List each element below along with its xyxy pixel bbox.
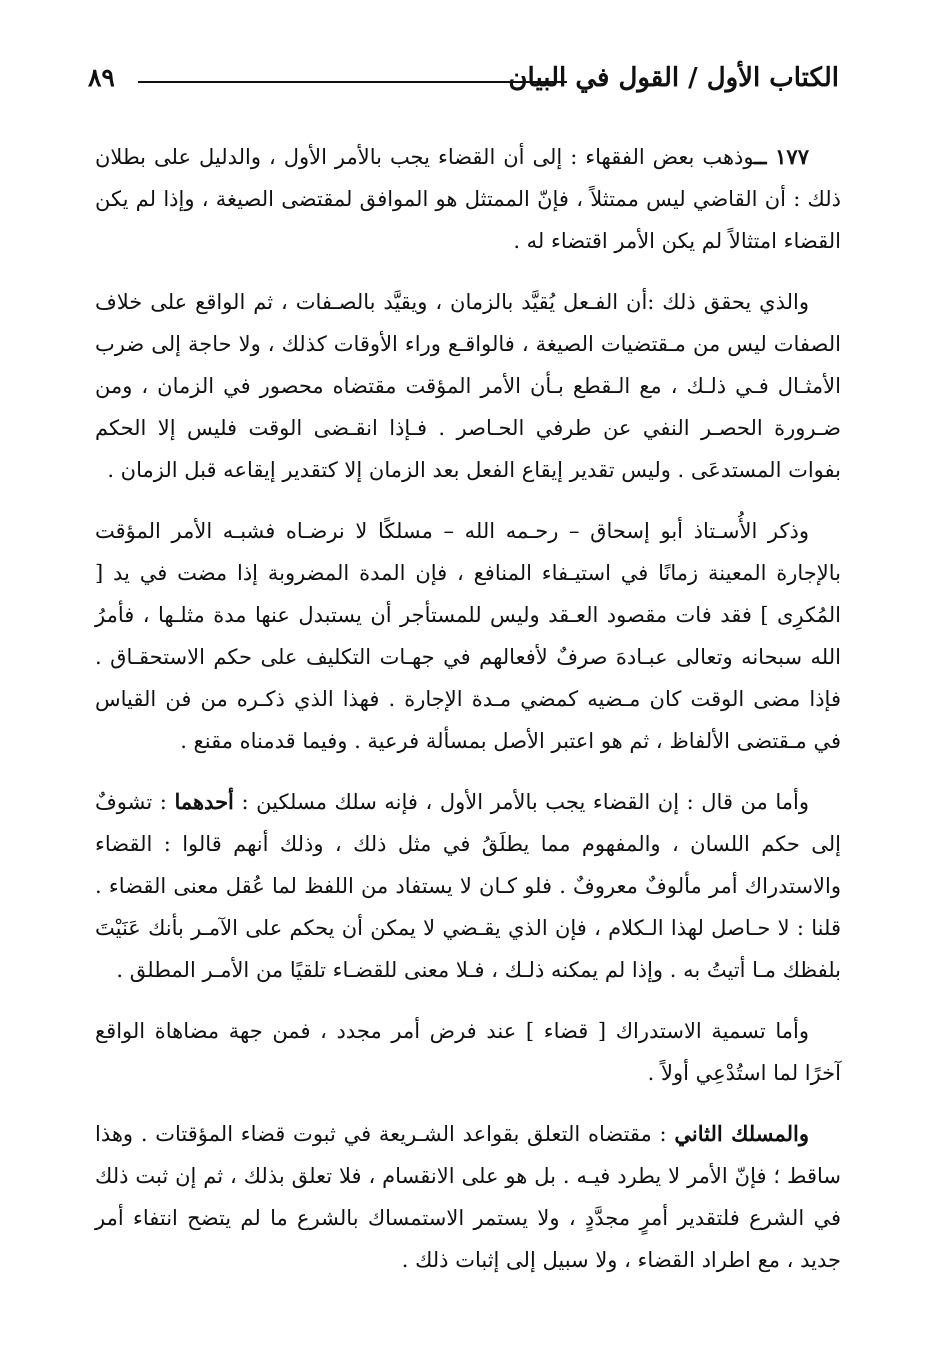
paragraph-text: وذكر الأُسـتاذ أبو إسحاق – رحـمه الله – مسلكًا لا نرضـاه فشبـه الأمر المؤقت بالإجارة المعينة زمانًا في استيـفاء المنافع ، فإن المدة المضروبة إذا مضت في يد [ المُكرِى ] فقد فات مقصود العـقد وليس للمستأجر أن يستبدل عنها مدة مثلـها ، فأمرُ الله سبحانه وتعالى عبـادهَ صرفٌ لأفعالهم في جهـات التكليف على حكم الاستحقـاق . فإذا مضى الوقت كان مـضيه كمضي مـدة الإجارة . فهذا الذي ذكـره من فن القياس في مـقتضى الألفاظ ، ثم هو اعتبر الأصل بمسألة فرعية . وفيما قدمناه مقنع . (95, 519, 841, 753)
paragraph-3 (95, 510, 841, 762)
paragraph-1 (95, 136, 841, 262)
page-number: ٨٩ (88, 63, 115, 92)
header-title: الكتاب الأول / القول في البيان (508, 63, 839, 93)
paragraph-4 (95, 781, 841, 991)
header-rule (138, 81, 567, 83)
paragraph-text: : مقتضاه التعلق بقواعد الشـريعة في ثبوت قضاء المؤقتات . وهذا ساقط ؛ فإنّ الأمر لا يطرد فيـه . بل هو على الانقسام ، فلا تعلق بذلك ، ثم إن ثبت ذلك في الشرع فلتقدير أمرٍ مجدَّدٍ ، ولا يستمر الاستمساك بالشرع ما لم يتضح انتفاء أمر جديد ، مع اطراد القضاء ، ولا سبيل إلى إثبات ذلك . (95, 1122, 841, 1272)
running-header (88, 58, 839, 102)
paragraph-6 (95, 1113, 841, 1281)
paragraph-text: وأما من قال : إن القضاء يجب بالأمر الأول ، فإنه سلك مسلكين : (233, 790, 809, 814)
body-text (95, 136, 841, 1300)
paragraph-text-continued: : تشوفٌ إلى حكم اللسان ، والمفهوم مما يطلَقُ في مثل ذلك ، وذلك أنهم قالوا : القضاء والاستدراك أمر مألوفٌ معروفٌ . فلو كـان لا يستفاد من اللفظ لما عُقل معنى القضاء . قلنا : لا حـاصل لهذا الـكلام ، فإن الذي يقـضي لا يمكن أن يحكم على الآمـر بأنك عَنَيْتَ بلفظك مـا أتيتُ به . وإذا لم يمكنه ذلـك ، فـلا معنى للقضـاء تلقيًا من الأمـر المطلق . (95, 790, 841, 982)
paragraph-5 (95, 1010, 841, 1094)
emphasis-term: أحدهما (174, 789, 234, 814)
paragraph-text: والذي يحقق ذلك :أن الفـعل يُقيَّد بالزمان ، ويقيَّد بالصـفات ، ثم الواقع على خلاف الصفات ليس من مـقتضيات الصيغة ، فالواقـع وراء الأوقات كذلك ، ولا حاجة إلى ضرب الأمثـال فـي ذلـك ، مع الـقطع بـأن الأمر المؤقت مقتضاه محصور في الزمان ، ومن ضـرورة الحصـر النفي عن طرفي الحـاصر . فـإذا انقـضى الوقت فليس إلا الحكم بفوات المستدعَى . وليس تقدير إيقاع الفعل بعد الزمان إلا كتقدير إيقاعه قبل الزمان . (95, 290, 841, 482)
paragraph-text: وذهب بعض الفقهاء : إلى أن القضاء يجب بالأمر الأول ، والدليل على بطلان ذلك : أن القاضي ليس ممتثلاً ، فإنّ الممتثل هو الموافق لمقتضى الصيغة ، وإذا لم يكن القضاء امتثالاً لم يكن الأمر اقتضاء له . (95, 145, 841, 253)
paragraph-text: وأما تسمية الاستدراك [ قضاء ] عند فرض أمر مجدد ، فمن جهة مضاهاة الواقع آخرًا لما استُدْعِي أولاً . (95, 1019, 841, 1085)
section-number: ١٧٧ ــ (754, 144, 809, 169)
paragraph-2 (95, 281, 841, 491)
emphasis-term: والمسلك الثاني (674, 1121, 809, 1146)
